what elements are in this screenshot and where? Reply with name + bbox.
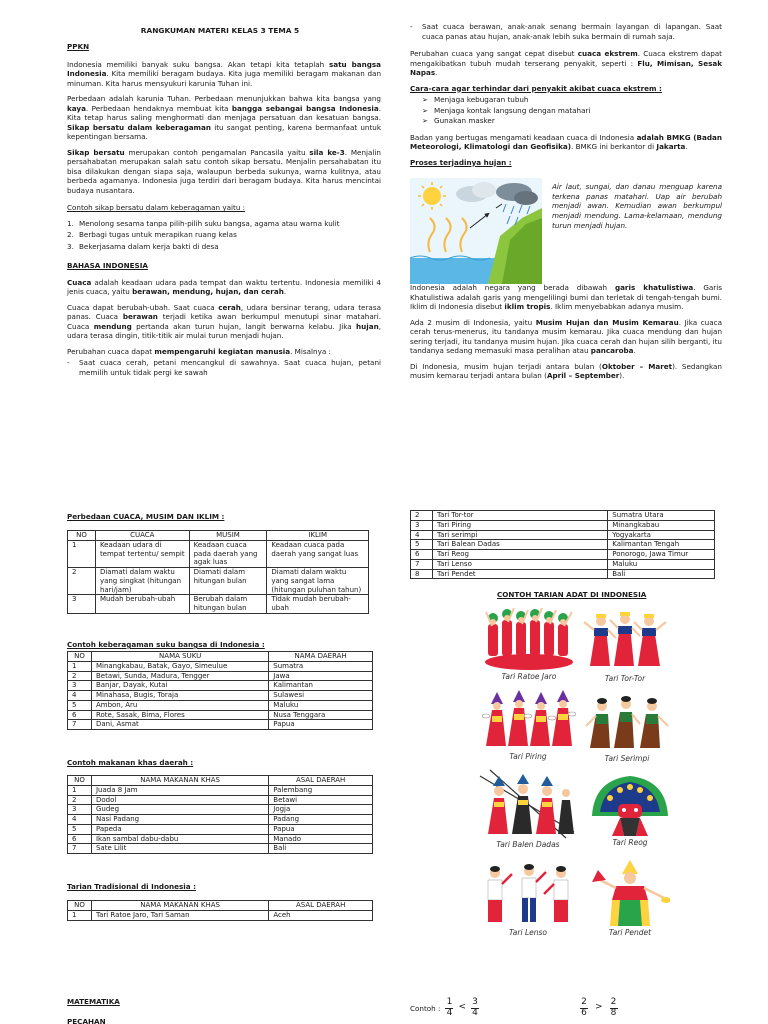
table-row: 2 Diamati dalam waktu yang singkat (hitungan hari/jam) Diamati dalam hitungan bulan Diamati dalam waktu yang sangat lama (hitungan puluhan tahun) xyxy=(68,568,369,595)
table-row: 6 Rote, Sasak, Bima, Flores Nusa Tenggara xyxy=(68,710,373,720)
table-row: 3 Banjar, Dayak, Kutai Kalimantan xyxy=(68,681,373,691)
ekstrem-paragraph: Perubahan cuaca yang sangat cepat disebut cuaca ekstrem. Cuaca ekstrem dapat mengakibatkan tubuh mudah terserang penyakit, seperti : Flu, Mimisan, Sesak Napas. xyxy=(410,49,723,77)
ppkn-paragraph-1: Indonesia memiliki banyak suku bangsa. Akan tetapi kita tetaplah satu bangsa Indonesia. Kita memiliki beragam budaya. Kita juga memiliki beragam makanan dan minuman. Kita harus mensyukuri karunia Tuhan ini. xyxy=(67,59,381,88)
dance-balen-dadas-illustration xyxy=(478,768,578,840)
tari-heading: Tarian Tradisional di Indonesia : xyxy=(67,882,196,891)
table-row: 2 Betawi, Sunda, Madura, Tengger Jawa xyxy=(68,671,373,681)
table-row: 2 Tari Tor-tor Sumatra Utara xyxy=(411,511,715,521)
tari-table: NO NAMA MAKANAN KHAS ASAL DAERAH 1 Tari Ratoe Jaro, Tari Saman Aceh xyxy=(67,900,373,921)
bulan-paragraph: Di Indonesia, musim hujan terjadi antara bulan (Oktober – Maret). Sedangkan musim kemarau terjadi antara bulan (April – September). xyxy=(410,361,722,380)
left-column xyxy=(67,42,381,377)
page-title: RANGKUMAN MATERI KELAS 3 TEMA 5 xyxy=(140,26,300,35)
dance-label: Tari Balen Dadas xyxy=(496,840,560,849)
examples-heading: Contoh sikap bersatu dalam keberagaman yaitu : xyxy=(67,203,246,212)
dances-heading: CONTOH TARIAN ADAT DI INDONESIA xyxy=(497,590,647,599)
rain-process-text: Air laut, sungai, dan danau menguap karena terkena panas matahari. Uap air berubah menjadi awan. Kemudian awan berkumpul menjadi mendung. Lama-kelamaan, mendung turun menjadi hujan. xyxy=(552,182,722,230)
list-item: - Saat cuaca cerah, petani mencangkul di sawahnya. Saat cuaca hujan, petani memilih untuk tidak pergi ke sawah xyxy=(67,358,381,377)
suku-heading: Contoh keberagaman suku bangsa di Indonesia : xyxy=(67,640,265,649)
dance-pendet-illustration xyxy=(590,856,670,928)
dance-label: Tari Lenso xyxy=(509,928,547,937)
dance-label: Tari Piring xyxy=(509,752,547,761)
bahasa-paragraph-1: Cuaca adalah keadaan udara pada tempat dan waktu tertentu. Indonesia memiliki 4 jenis cuaca, yaitu berawan, mendung, hujan, dan cerah. xyxy=(67,277,381,296)
rain-heading: Proses terjadinya hujan : xyxy=(410,157,512,167)
fraction-example-1 xyxy=(410,998,479,1019)
table-row: 5 Tari Balean Dadas Kalimantan Tengah xyxy=(411,540,715,550)
ways-heading: Cara-cara agar terhindar dari penyakit akibat cuaca ekstrem : xyxy=(410,83,662,93)
dance-reog-illustration xyxy=(590,772,670,838)
rain-process-illustration xyxy=(410,178,542,284)
right-column xyxy=(410,22,722,167)
list-item: ➢ Menjaga kebugaran tubuh xyxy=(422,95,529,104)
table-row: 3 Tari Piring Minangkabau xyxy=(411,520,715,530)
table-row: 2 Dodol Betawi xyxy=(68,795,373,805)
table-row: 7 Dani, Asmat Papua xyxy=(68,720,373,730)
table-row: 4 Minahasa, Bugis, Toraja Sulawesi xyxy=(68,691,373,701)
dance-label: Tari Reog xyxy=(612,838,648,847)
table-row: 4 Tari serimpi Yogyakarta xyxy=(411,530,715,540)
table-row: 7 Tari Lenso Maluku xyxy=(411,559,715,569)
tari-table-continued xyxy=(410,510,715,579)
table-row: 3 Gudeg Jogja xyxy=(68,805,373,815)
bahasa-paragraph-2: Cuaca dapat berubah-ubah. Saat cuaca cerah, udara bersinar terang, udara terasa panas. Cuaca berawan terjadi ketika awan berkumpul menutupi sinar matahari. Cuaca mendung pertanda akan turun hujan, langit berwarna kelabu. Jika hujan, udara terasa dingin, titik-titik air mulai turun menjadi hujan. xyxy=(67,302,381,340)
list-item: ➢ Gunakan masker xyxy=(422,116,495,125)
table-row: 5 Papeda Papua xyxy=(68,824,373,834)
table-row: 1 Minangkabau, Batak, Gayo, Simeulue Sumatra xyxy=(68,661,373,671)
musim-paragraph: Ada 2 musim di Indonesia, yaitu Musim Hujan dan Musim Kemarau. Jika cuaca cerah terus-menerus, itu tandanya musim kemarau. Jika cuaca mendung dan hujan sering terjadi, itu tandanya musim hujan. Jika cuaca cerah dan hujan silih berganti, itu tandanya sedang memasuki masa peralihan atau pancaroba. xyxy=(410,317,722,355)
table-row: 6 Tari Reog Ponorogo, Jawa Timur xyxy=(411,550,715,560)
fraction-example-2 xyxy=(580,998,618,1019)
ccm-heading: Perbedaan CUACA, MUSIM DAN IKLIM : xyxy=(67,512,225,521)
table-row: 8 Tari Pendet Bali xyxy=(411,569,715,579)
ccm-table xyxy=(67,530,369,614)
list-item: ➢ Menjaga kontak langsung dengan matahari xyxy=(422,105,591,115)
dance-label: Tari Tor-Tor xyxy=(604,674,646,683)
bahasa-paragraph-3: Perubahan cuaca dapat mempengaruhi kegiatan manusia. Misalnya : xyxy=(67,346,331,356)
fraction: $\frac{1}{4}$ xyxy=(446,997,453,1018)
list-item: 2. Berbagi tugas untuk merapikan ruang kelas xyxy=(67,230,237,239)
table-row: 1 Tari Ratoe Jaro, Tari Saman Aceh xyxy=(68,910,373,920)
list-item: 1. Menolong sesama tanpa pilih-pilih suku bangsa, agama atau warna kulit xyxy=(67,218,340,228)
dance-piring xyxy=(480,686,576,762)
dance-serimpi xyxy=(584,688,670,764)
dance-balen-dadas xyxy=(478,768,578,850)
matematika-heading: MATEMATIKA xyxy=(67,997,120,1006)
fraction: $\frac{3}{4}$ xyxy=(472,997,478,1018)
dance-ratoe-jaro xyxy=(484,602,574,682)
contoh-label: Contoh : xyxy=(410,1003,441,1013)
dance-piring-illustration xyxy=(480,686,576,752)
dance-label: Tari Pendet xyxy=(608,928,652,937)
dance-serimpi-illustration xyxy=(584,688,670,754)
list-item: 3. Bekerjasama dalam kerja bakti di desa xyxy=(67,241,219,251)
comparison-sign: > xyxy=(595,1002,603,1013)
dance-pendet xyxy=(590,856,670,938)
table-header-row: NO CUACA MUSIM IKLIM xyxy=(68,531,369,541)
table-row: 6 Ikan sambal dabu-dabu Manado xyxy=(68,834,373,844)
dance-lenso-illustration xyxy=(480,858,576,928)
makanan-heading: Contoh makanan khas daerah : xyxy=(67,758,194,767)
dance-tor-tor xyxy=(580,604,670,684)
khatulistiwa-paragraph: Indonesia adalah negara yang berada dibawah garis khatulistiwa. Garis Khatulistiwa adalah garis yang mengelilingi bumi dan terletak di tengah-tengah bumi. Iklim di Indonesia disebut iklim tropis. Iklim menyebabkan adanya musim. xyxy=(410,283,722,311)
makanan-table: NO NAMA MAKANAN KHAS ASAL DAERAH 1 Juada 8 Jam Palembang 2 Dodol Betawi 3 Gudeg Jogja 4 Nasi Padang Padang 5 Papeda Papua 6 Ikan sambal dabu-dabu Manado 7 Sate Lilit Bali xyxy=(67,775,373,854)
ways-list xyxy=(410,95,722,126)
dance-lenso xyxy=(480,858,576,938)
right-column-lower xyxy=(410,283,722,387)
dance-label: Tari Ratoe Jaro xyxy=(501,672,557,681)
dance-label: Tari Serimpi xyxy=(604,754,650,763)
ppkn-heading: PPKN xyxy=(67,42,90,51)
ppkn-paragraph-2: Perbedaan adalah karunia Tuhan. Perbedaan menunjukkan bahwa kita bangsa yang kaya. Perbedaan hendaknya membuat kita bangga sebangai bangsa Indonesia. Kita tetap harus saling menghormati dan menjaga persatuan dan kesatuan bangsa. Sikap bersatu dalam keberagaman itu sangat penting, karena bermanfaat untuk kepentingan bersama. xyxy=(67,94,382,141)
ppkn-paragraph-3: Sikap bersatu merupakan contoh pengamalan Pancasila yaitu sila ke-3. Menjalin persahabatan merupakan salah satu contoh sikap bersatu. Menjalin persahabatan itu bisa dilakukan dengan siapa saja, walaupun berbeda sukunya, warna kulitnya, atau berbeda agamanya. Indonesia juga terdiri dari beragam budaya. Kita harus mencintai budaya nusantara. xyxy=(67,147,381,195)
dance-ratoe-jaro-illustration xyxy=(484,602,574,672)
fraction: $\frac{2}{8}$ xyxy=(610,997,617,1018)
table-row: 5 Ambon, Aru Maluku xyxy=(68,700,373,710)
list-item: - Saat cuaca berawan, anak-anak senang bermain layangan di lapangan. Saat cuaca panas atau hujan, anak-anak lebih suka bermain di rumah saja. xyxy=(410,22,722,41)
table-row: 4 Nasi Padang Padang xyxy=(68,815,373,825)
table-row: 1 Keadaan udara di tempat tertentu/ sempit Keadaan cuaca pada daerah yang agak luas Keadaan cuaca pada daerah yang sangat luas xyxy=(68,540,369,567)
dance-tor-tor-illustration xyxy=(580,604,670,674)
fraction: $\frac{2}{6}$ xyxy=(581,997,587,1018)
examples-list xyxy=(67,219,381,252)
table-row: 7 Sate Lilit Bali xyxy=(68,844,373,854)
pecahan-heading: PECAHAN xyxy=(67,1017,106,1024)
table-row: 3 Mudah berubah-ubah Berubah dalam hitungan bulan Tidak mudah berubah-ubah xyxy=(68,595,369,614)
comparison-sign: < xyxy=(458,1002,466,1013)
table-row: 1 Juada 8 Jam Palembang xyxy=(68,785,373,795)
bahasa-heading: BAHASA INDONESIA xyxy=(67,261,148,270)
dance-reog xyxy=(590,772,670,848)
bmkg-paragraph: Badan yang bertugas mengamati keadaan cuaca di Indonesia adalah BMKG (Badan Meteorologi, Klimatologi dan Geofisika). BMKG ini berkantor di Jakarta. xyxy=(410,132,722,151)
suku-table: NO NAMA SUKU NAMA DAERAH 1 Minangkabau, Batak, Gayo, Simeulue Sumatra 2 Betawi, Sunda, Madura, Tengger Jawa 3 Banjar, Dayak, Kutai Kalimantan 4 Minahasa, Bugis, Toraja Sulawesi 5 Ambon, Aru Maluku 6 Rote, Sasak, Bima, Flores Nusa Tenggara 7 Dani, Asmat Papua xyxy=(67,651,373,730)
